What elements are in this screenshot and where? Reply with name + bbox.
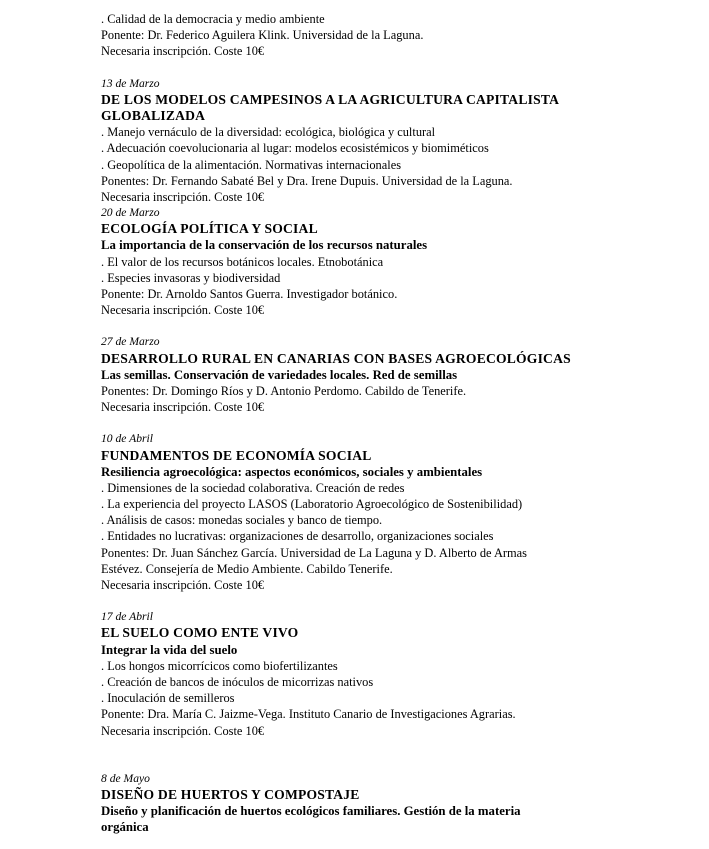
session-date: 8 de Mayo (101, 771, 150, 785)
session-line: Necesaria inscripción. Coste 10€ (101, 723, 265, 738)
session-subtitle: Las semillas. Conservación de variedades locales. Red de semillas (101, 367, 458, 382)
intro-block (101, 11, 701, 60)
session-line: Necesaria inscripción. Coste 10€ (101, 189, 265, 204)
session-line: Ponentes: Dr. Juan Sánchez García. Universidad de La Laguna y D. Alberto de Armas (101, 545, 527, 560)
session-line: . Análisis de casos: monedas sociales y banco de tiempo. (101, 513, 383, 528)
session-line: . Los hongos micorrícicos como biofertilizantes (101, 658, 338, 673)
session-block (101, 771, 701, 836)
session-line: Estévez. Consejería de Medio Ambiente. Cabildo Tenerife. (101, 561, 393, 576)
session-date: 13 de Marzo (101, 76, 160, 90)
session-date: 20 de Marzo (101, 206, 160, 220)
session-date: 27 de Marzo (101, 335, 160, 349)
session-block (101, 609, 701, 739)
intro-line: . Calidad de la democracia y medio ambiente (101, 12, 325, 26)
session-line: Ponente: Dra. María C. Jaizme-Vega. Instituto Canario de Investigaciones Agrarias. (101, 707, 516, 722)
session-date: 17 de Abril (101, 610, 153, 624)
session-line: Ponentes: Dr. Fernando Sabaté Bel y Dra. Irene Dupuis. Universidad de la Laguna. (101, 173, 513, 188)
session-title: DE LOS MODELOS CAMPESINOS A LA AGRICULTURA CAPITALISTA (101, 91, 560, 107)
session-subtitle: Integrar la vida del suelo (101, 642, 238, 657)
session-list (101, 60, 701, 836)
spacer (101, 60, 701, 76)
session-line: . Creación de bancos de inóculos de micorrizas nativos (101, 674, 374, 689)
session-line: . Manejo vernáculo de la diversidad: ecológica, biológica y cultural (101, 125, 436, 140)
session-line: Ponente: Dr. Arnoldo Santos Guerra. Investigador botánico. (101, 287, 398, 301)
session-line: . Entidades no lucrativas: organizaciones de desarrollo, organizaciones sociales (101, 529, 494, 544)
session-subtitle: La importancia de la conservación de los recursos naturales (101, 238, 428, 253)
intro-line: Ponente: Dr. Federico Aguilera Klink. Universidad de la Laguna. (101, 28, 424, 43)
session-title: GLOBALIZADA (101, 107, 206, 123)
session-line: Necesaria inscripción. Coste 10€ (101, 400, 265, 415)
spacer (101, 318, 701, 334)
session-line: . Adecuación coevolucionaria al lugar: modelos ecosistémicos y biomiméticos (101, 141, 489, 156)
session-line: Ponentes: Dr. Domingo Ríos y D. Antonio Perdomo. Cabildo de Tenerife. (101, 383, 467, 398)
session-title: FUNDAMENTOS DE ECONOMÍA SOCIAL (101, 447, 372, 463)
spacer (101, 415, 701, 431)
session-line: . La experiencia del proyecto LASOS (Laboratorio Agroecológico de Sostenibilidad) (101, 497, 523, 512)
session-line: . Geopolítica de la alimentación. Normativas internacionales (101, 157, 402, 172)
spacer (101, 739, 701, 771)
session-title: DISEÑO DE HUERTOS Y COMPOSTAJE (101, 786, 360, 802)
session-line: . Inoculación de semilleros (101, 691, 235, 706)
session-block (101, 76, 701, 206)
document-page (101, 11, 701, 835)
spacer (101, 593, 701, 609)
session-block (101, 334, 701, 415)
session-line: . Especies invasoras y biodiversidad (101, 270, 281, 285)
session-subtitle: orgánica (101, 820, 149, 835)
session-block (101, 205, 701, 318)
session-line: . Dimensiones de la sociedad colaborativa. Creación de redes (101, 480, 405, 495)
session-date: 10 de Abril (101, 432, 153, 446)
session-title: DESARROLLO RURAL EN CANARIAS CON BASES AGROECOLÓGICAS (101, 350, 571, 366)
session-subtitle: Resiliencia agroecológica: aspectos económicos, sociales y ambientales (101, 464, 483, 479)
session-title: ECOLOGÍA POLÍTICA Y SOCIAL (101, 221, 318, 237)
intro-line: Necesaria inscripción. Coste 10€ (101, 44, 265, 59)
session-subtitle: Diseño y planificación de huertos ecológicos familiares. Gestión de la materia (101, 804, 521, 819)
session-title: EL SUELO COMO ENTE VIVO (101, 625, 299, 641)
session-line: Necesaria inscripción. Coste 10€ (101, 578, 265, 592)
session-line: Necesaria inscripción. Coste 10€ (101, 303, 265, 318)
session-block (101, 431, 701, 593)
session-line: . El valor de los recursos botánicos locales. Etnobotánica (101, 254, 384, 269)
